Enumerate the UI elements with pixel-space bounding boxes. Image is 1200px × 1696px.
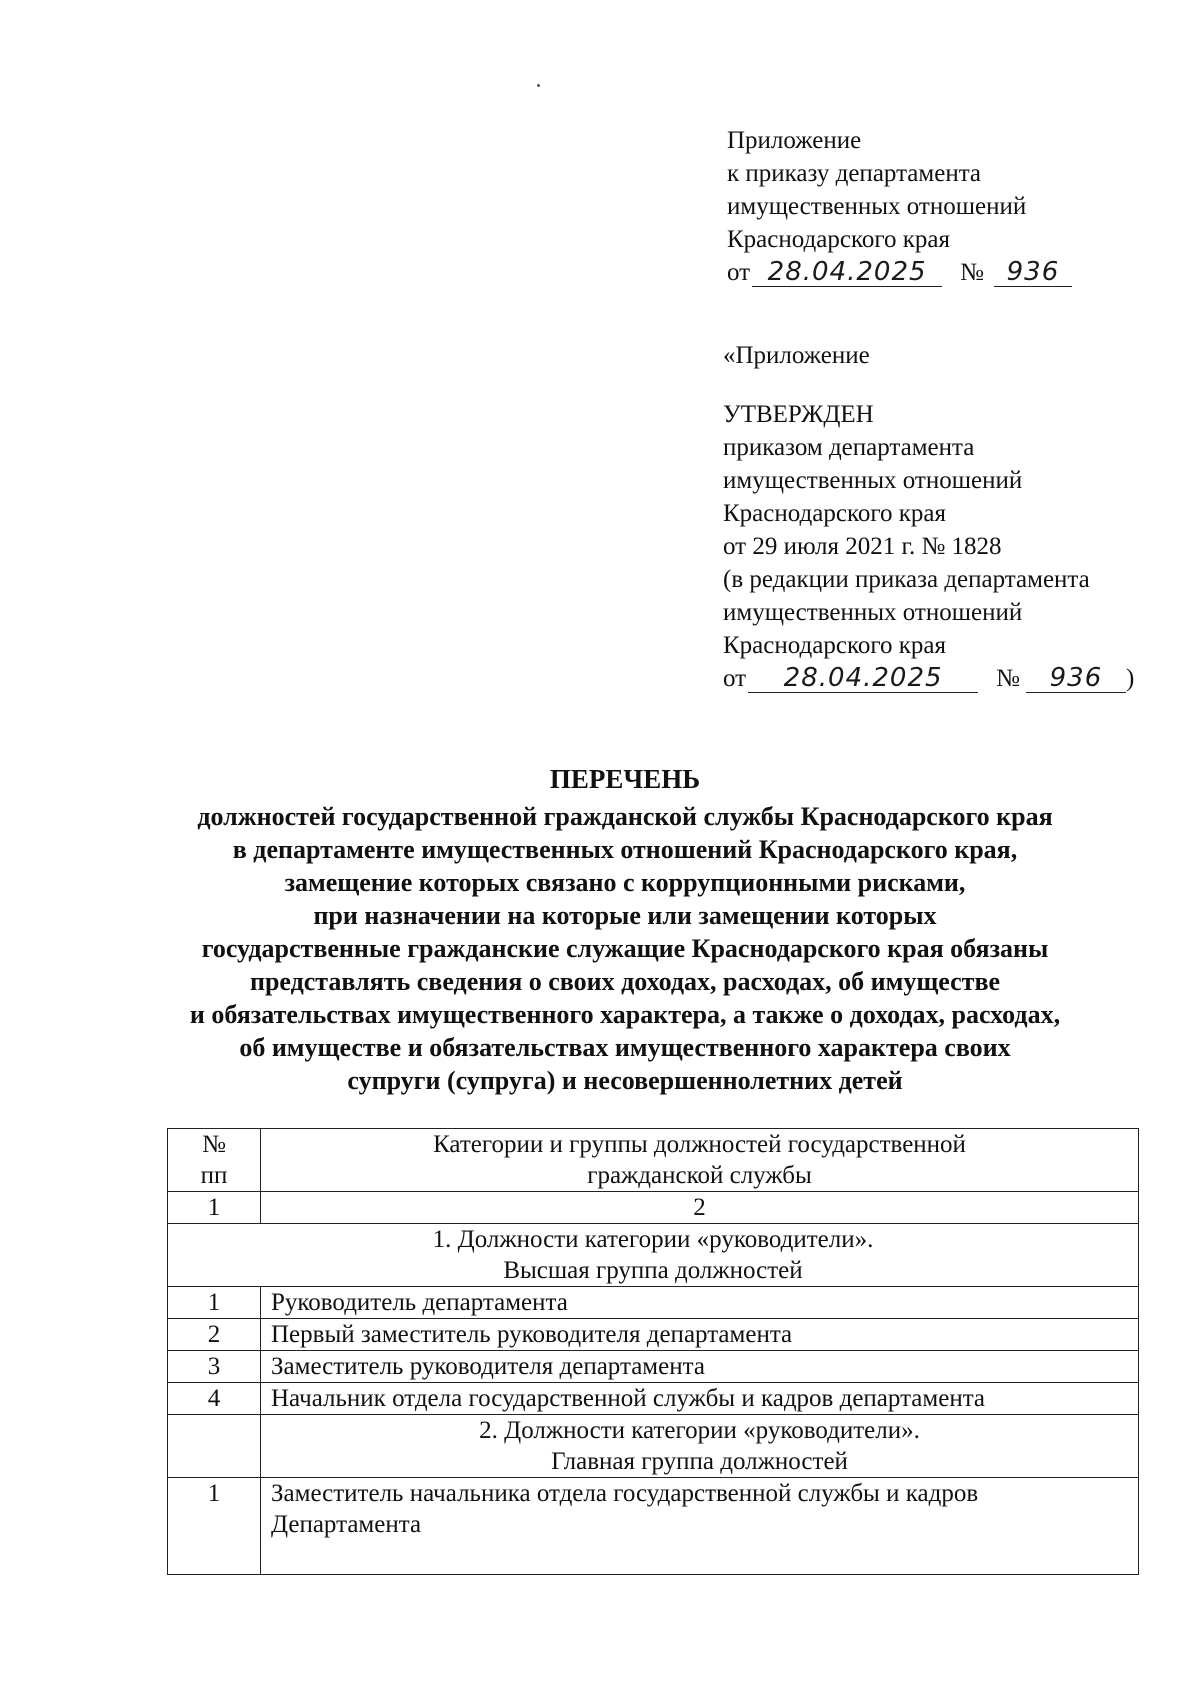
approved-close-paren: ) xyxy=(1125,665,1135,692)
title-line: государственные гражданские служащие Краснодарского края обязаны xyxy=(201,934,1049,963)
approved-line-7: Краснодарского края xyxy=(723,632,946,659)
header-category-line-1: Категории и группы должностей государственной xyxy=(433,1131,966,1158)
positions-table xyxy=(167,1128,1139,1575)
section-1-heading xyxy=(168,1224,1139,1287)
annex-handwritten-number: 936 xyxy=(994,258,1072,287)
section-1-row xyxy=(168,1224,1139,1287)
document-title xyxy=(140,763,1110,1097)
approved-block xyxy=(723,339,1183,695)
title-line: замещение которых связано с коррупционными рисками, xyxy=(284,868,966,897)
approved-line-1: приказом департамента xyxy=(723,434,975,461)
approved-line-6: имущественных отношений xyxy=(723,599,1023,626)
row-position: Заместитель руководителя департамента xyxy=(261,1351,1139,1383)
approved-date-prefix: от xyxy=(723,665,747,692)
annex-line-2: к приказу департамента xyxy=(727,160,982,187)
table-header-row xyxy=(168,1129,1139,1192)
annex-date-prefix: от xyxy=(727,259,751,286)
header-num-line-1: № xyxy=(202,1131,226,1158)
title-line: об имуществе и обязательствах имущественного характера своих xyxy=(239,1033,1011,1062)
row-number: 3 xyxy=(168,1351,261,1383)
row-number: 2 xyxy=(168,1319,261,1351)
table-row xyxy=(168,1383,1139,1415)
section-2-line-1: 2. Должности категории «руководители». xyxy=(479,1417,920,1444)
section-2-row xyxy=(168,1415,1139,1478)
header-category-cell xyxy=(261,1129,1139,1192)
title-line: при назначении на которые или замещении которых xyxy=(313,901,937,930)
title-line: представлять сведения о своих доходах, расходах, об имуществе xyxy=(249,967,1001,996)
title-line: и обязательствах имущественного характера, а также о доходах, расходах, xyxy=(189,1000,1061,1029)
section-2-heading xyxy=(261,1415,1139,1478)
table-row xyxy=(168,1478,1139,1575)
title-heading: ПЕРЕЧЕНЬ xyxy=(549,764,701,794)
table-row xyxy=(168,1319,1139,1351)
approved-date-line xyxy=(723,662,1183,695)
scan-speck xyxy=(537,84,540,87)
approved-line-5: (в редакции приказа департамента xyxy=(723,566,1090,593)
header-num-cell xyxy=(168,1129,261,1192)
annex-line-3: имущественных отношений xyxy=(727,193,1027,220)
appendix-label: «Приложение xyxy=(723,342,870,369)
approved-handwritten-date: 28.04.2025 xyxy=(748,664,978,693)
row-number: 1 xyxy=(168,1287,261,1319)
approved-number-sign: № xyxy=(996,665,1020,692)
column-number-2: 2 xyxy=(261,1192,1139,1224)
annex-handwritten-date: 28.04.2025 xyxy=(752,258,942,287)
column-number-row xyxy=(168,1192,1139,1224)
section-2-line-2: Главная группа должностей xyxy=(551,1448,848,1475)
row-position: Первый заместитель руководителя департамента xyxy=(261,1319,1139,1351)
approved-stamp: УТВЕРЖДЕН xyxy=(723,401,874,428)
approved-handwritten-number: 936 xyxy=(1026,664,1126,693)
section-1-line-2: Высшая группа должностей xyxy=(503,1257,803,1284)
row-position: Руководитель департамента xyxy=(261,1287,1139,1319)
row-position xyxy=(261,1478,1139,1575)
row-position: Начальник отдела государственной службы и кадров департамента xyxy=(261,1383,1139,1415)
row-position-line-2: Департамента xyxy=(271,1511,422,1538)
title-line: супруги (супруга) и несовершеннолетних детей xyxy=(347,1066,903,1095)
approved-line-4: от 29 июля 2021 г. № 1828 xyxy=(723,533,1002,560)
section-1-line-1: 1. Должности категории «руководители». xyxy=(432,1226,874,1253)
annex-number-sign: № xyxy=(960,259,984,286)
row-number: 1 xyxy=(168,1478,261,1575)
table-row xyxy=(168,1351,1139,1383)
approved-line-2: имущественных отношений xyxy=(723,467,1023,494)
header-num-line-2: пп xyxy=(200,1162,228,1189)
title-line: в департаменте имущественных отношений Краснодарского края, xyxy=(232,835,1018,864)
section-2-empty-cell xyxy=(168,1415,261,1478)
annex-line-4: Краснодарского края xyxy=(727,226,950,253)
approved-line-3: Краснодарского края xyxy=(723,500,946,527)
annex-block xyxy=(727,124,1177,289)
column-number-1: 1 xyxy=(168,1192,261,1224)
annex-date-line xyxy=(727,256,1177,289)
row-position-line-1: Заместитель начальника отдела государственной службы и кадров xyxy=(271,1480,979,1507)
table-row xyxy=(168,1287,1139,1319)
header-category-line-2: гражданской службы xyxy=(587,1162,812,1189)
title-line: должностей государственной гражданской службы Краснодарского края xyxy=(197,802,1053,831)
row-number: 4 xyxy=(168,1383,261,1415)
annex-line-1: Приложение xyxy=(727,127,862,154)
